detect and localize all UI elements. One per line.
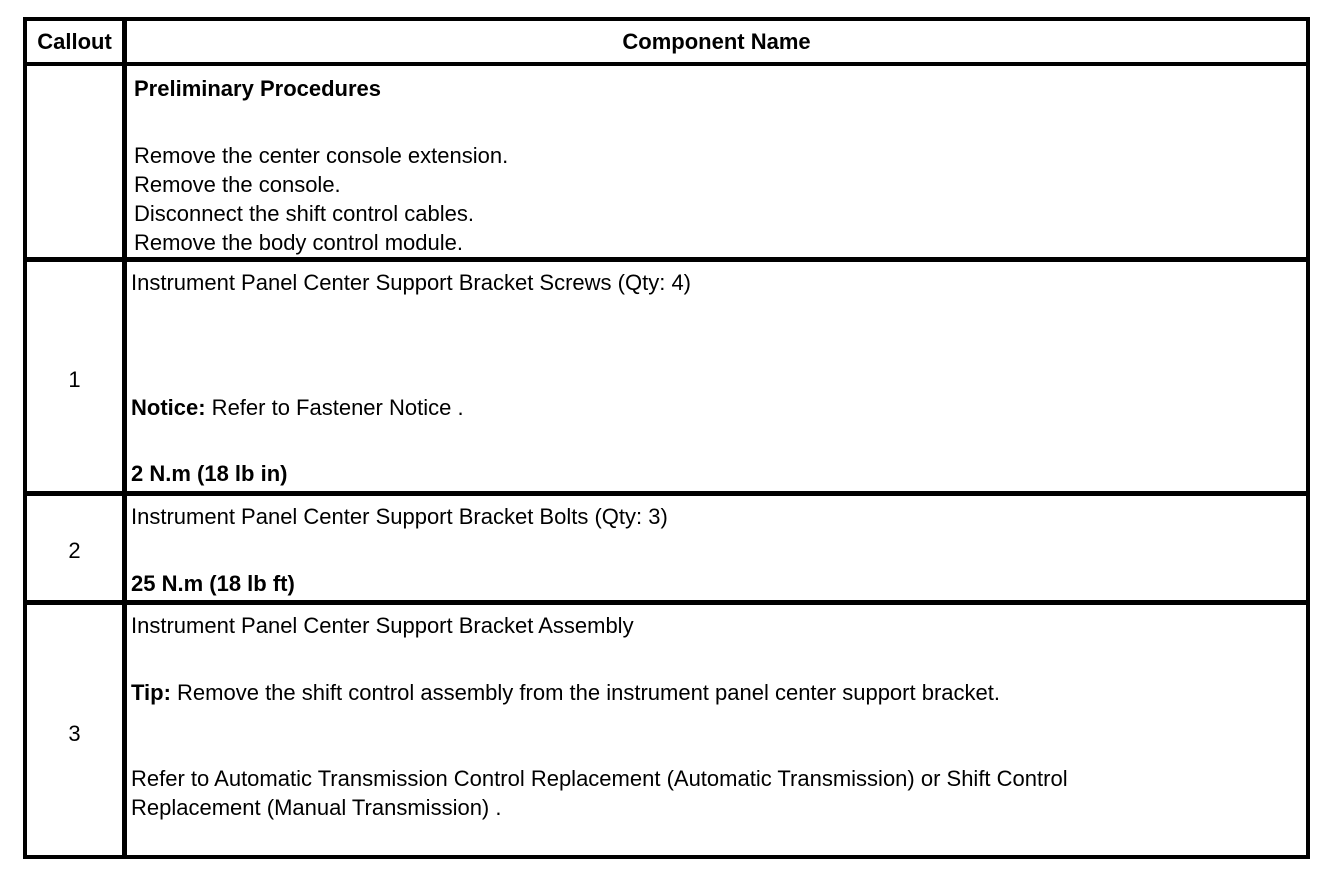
preliminary-step: Remove the body control module. <box>134 230 463 255</box>
torque-spec: 25 N.m (18 lb ft) <box>131 571 295 596</box>
component-name: Instrument Panel Center Support Bracket Screws (Qty: 4) <box>131 270 692 295</box>
preliminary-step: Remove the console. <box>134 172 341 197</box>
tip-text: Remove the shift control assembly from the instrument panel center support bracket. <box>170 680 1000 705</box>
reference-text: Refer to Automatic Transmission Control Replacement (Automatic Transmission) or Shift Control <box>131 766 1068 791</box>
tip-label: Tip: <box>131 680 171 705</box>
preliminary-procedures <box>127 66 1306 257</box>
callout-number: 1 <box>68 367 81 392</box>
torque-spec: 2 N.m (18 lb in) <box>131 461 288 486</box>
callout-number: 3 <box>68 721 81 746</box>
component-name: Instrument Panel Center Support Bracket Assembly <box>131 613 634 638</box>
callout-number: 2 <box>68 538 81 563</box>
notice-label: Notice: <box>131 395 206 420</box>
procedure-table <box>23 17 1310 859</box>
preliminary-step: Disconnect the shift control cables. <box>134 201 474 226</box>
table-row <box>27 496 1306 600</box>
header-callout: Callout <box>37 29 112 54</box>
tip <box>131 678 1000 707</box>
preliminary-step: Remove the center console extension. <box>134 143 509 168</box>
header-component-name: Component Name <box>622 29 811 54</box>
notice <box>131 393 464 422</box>
reference-text: Replacement (Manual Transmission) . <box>131 795 502 820</box>
preliminary-title: Preliminary Procedures <box>134 76 382 101</box>
component-name: Instrument Panel Center Support Bracket Bolts (Qty: 3) <box>131 504 668 529</box>
notice-text: Refer to Fastener Notice . <box>205 395 464 420</box>
table-row <box>27 262 1306 491</box>
table-row <box>27 605 1306 855</box>
